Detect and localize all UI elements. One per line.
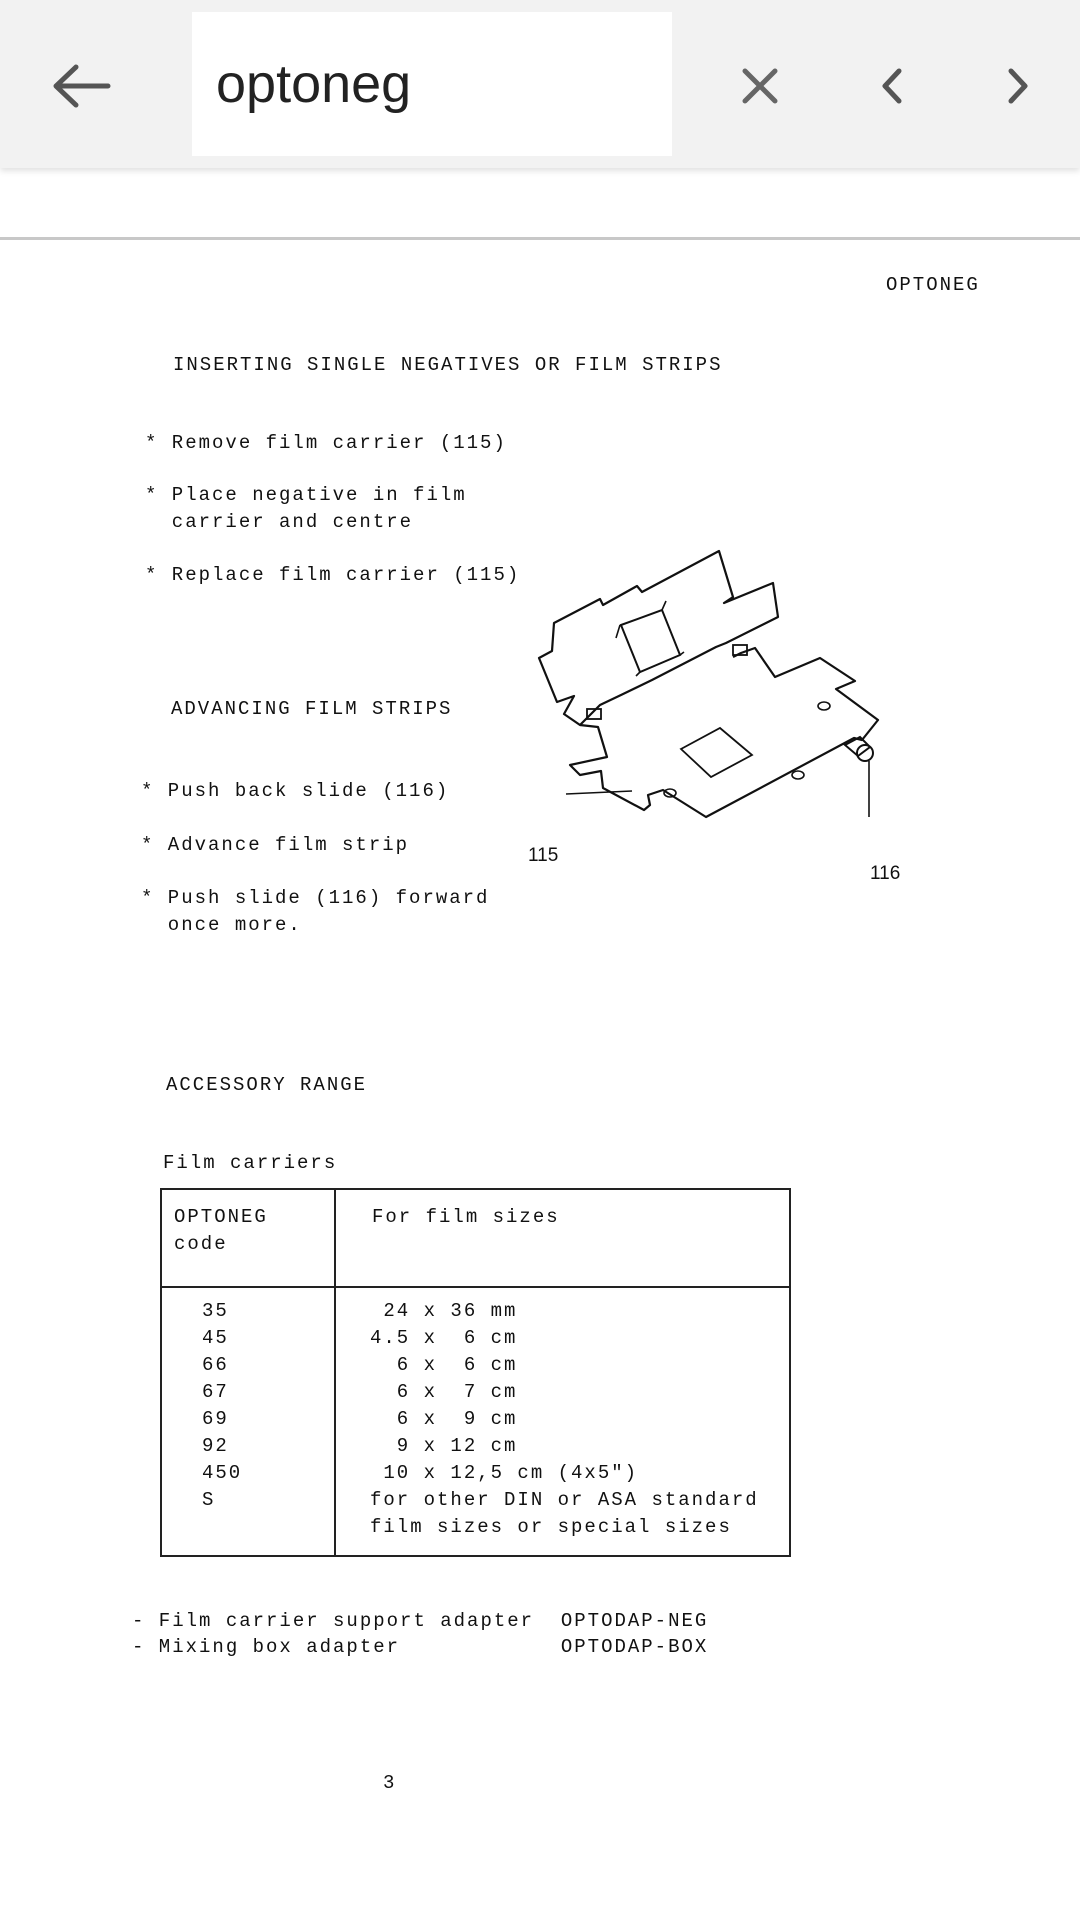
size-cell: 6 x 6 cm xyxy=(335,1352,790,1379)
search-box xyxy=(192,12,672,156)
arrow-left-icon xyxy=(52,64,112,108)
column-header-code-text: OPTONEG code xyxy=(174,1206,268,1255)
close-icon xyxy=(742,68,778,104)
previous-match-button[interactable] xyxy=(850,44,934,128)
size-cell: 9 x 12 cm xyxy=(335,1433,790,1460)
code-cell: 450 xyxy=(161,1460,335,1487)
step-item: * Remove film carrier (115) xyxy=(145,432,507,454)
size-cell: 4.5 x 6 cm xyxy=(335,1325,790,1352)
search-input[interactable] xyxy=(216,46,656,122)
size-cell: 10 x 12,5 cm (4x5") xyxy=(335,1460,790,1487)
column-header-sizes-text: For film sizes xyxy=(372,1206,560,1228)
size-cell: film sizes or special sizes xyxy=(335,1514,790,1556)
table-row xyxy=(161,1487,790,1514)
section-title-inserting: INSERTING SINGLE NEGATIVES OR FILM STRIPS xyxy=(173,354,723,376)
diagram-label-116: 116 xyxy=(870,863,901,884)
code-cell: 67 xyxy=(161,1379,335,1406)
table-row xyxy=(161,1406,790,1433)
back-button[interactable] xyxy=(40,44,124,128)
diagram-label-115: 115 xyxy=(528,845,559,866)
next-match-button[interactable] xyxy=(976,44,1060,128)
size-cell: for other DIN or ASA standard xyxy=(335,1487,790,1514)
step-item: * Advance film strip xyxy=(141,834,410,856)
code-cell: 92 xyxy=(161,1433,335,1460)
step-item: * Place negative in film carrier and centre xyxy=(145,484,467,533)
step-item: * Push slide (116) forward once more. xyxy=(141,887,490,936)
table-row xyxy=(161,1460,790,1487)
table-row xyxy=(161,1379,790,1406)
column-header-sizes xyxy=(335,1189,790,1287)
page-number: 3 xyxy=(383,1772,397,1794)
section-title-accessory: ACCESSORY RANGE xyxy=(166,1074,368,1096)
find-toolbar xyxy=(0,0,1080,168)
chevron-right-icon xyxy=(1007,68,1029,104)
code-cell: S xyxy=(161,1487,335,1514)
chevron-left-icon xyxy=(881,68,903,104)
adapter-line: - Mixing box adapter OPTODAP-BOX xyxy=(132,1636,709,1658)
film-carriers-table xyxy=(160,1188,791,1557)
code-cell xyxy=(161,1514,335,1556)
table-caption: Film carriers xyxy=(163,1152,338,1174)
table-row xyxy=(161,1514,790,1556)
page-header: OPTONEG xyxy=(886,274,980,296)
adapter-line: - Film carrier support adapter OPTODAP-NEG xyxy=(132,1610,709,1632)
document-page xyxy=(0,240,1080,1920)
size-cell: 24 x 36 mm xyxy=(335,1287,790,1325)
column-header-code xyxy=(161,1189,335,1287)
code-cell: 45 xyxy=(161,1325,335,1352)
size-cell: 6 x 7 cm xyxy=(335,1379,790,1406)
code-cell: 35 xyxy=(161,1287,335,1325)
code-cell: 69 xyxy=(161,1406,335,1433)
step-item: * Push back slide (116) xyxy=(141,780,450,802)
table-row xyxy=(161,1352,790,1379)
clear-search-button[interactable] xyxy=(718,44,802,128)
section-title-advancing: ADVANCING FILM STRIPS xyxy=(171,698,453,720)
step-item: * Replace film carrier (115) xyxy=(145,564,521,586)
table-row xyxy=(161,1325,790,1352)
code-cell: 66 xyxy=(161,1352,335,1379)
table-row xyxy=(161,1287,790,1325)
size-cell: 6 x 9 cm xyxy=(335,1406,790,1433)
table-row xyxy=(161,1433,790,1460)
film-carrier-diagram xyxy=(520,525,940,875)
